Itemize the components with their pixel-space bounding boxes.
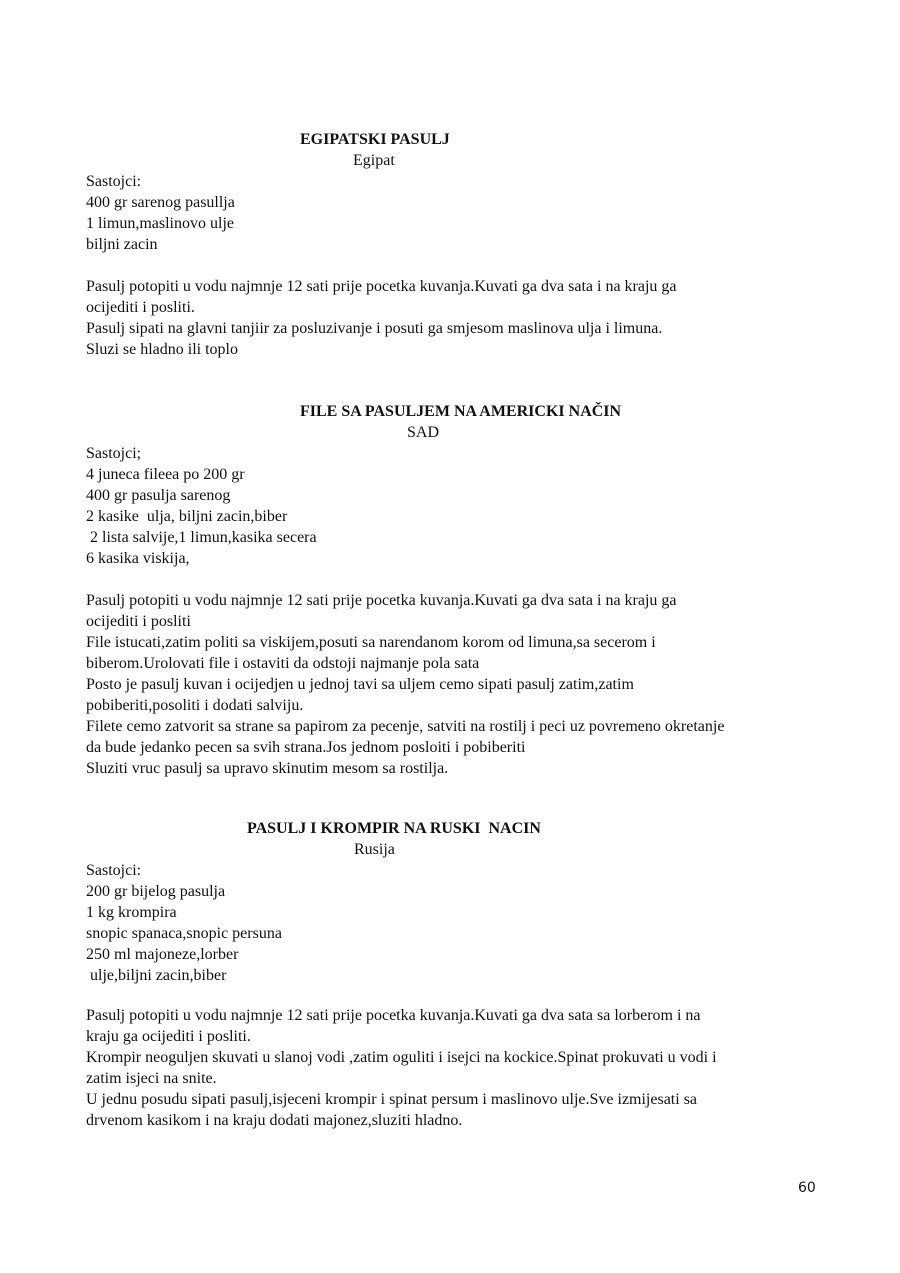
text-line: 2 lista salvije,1 limun,kasika secera	[86, 529, 317, 546]
text-line: U jednu posudu sipati pasulj,isjeceni krompir i spinat persum i maslinovo ulje.Sve izmijesati sa	[86, 1091, 698, 1108]
text-line: Pasulj potopiti u vodu najmnje 12 sati prije pocetka kuvanja.Kuvati ga dva sata i na kraju ga	[86, 278, 677, 295]
text-line: da bude jedanko pecen sa svih strana.Jos jednom posloiti i pobiberiti	[86, 739, 526, 756]
recipe-title: PASULJ I KROMPIR NA RUSKI NACIN	[247, 820, 541, 837]
text-line: ocijediti i posliti.	[86, 299, 195, 316]
text-line: zatim isjeci na snite.	[86, 1070, 217, 1087]
recipe-country: Rusija	[354, 841, 395, 858]
recipe-country: Egipat	[353, 152, 395, 169]
recipe-title: EGIPATSKI PASULJ	[300, 131, 450, 148]
text-line: Pasulj sipati na glavni tanjiir za posluzivanje i posuti ga smjesom maslinova ulja i limuna.	[86, 320, 663, 337]
text-line: kraju ga ocijediti i posliti.	[86, 1028, 251, 1045]
text-line: 400 gr pasulja sarenog	[86, 487, 231, 504]
text-line: Sastojci:	[86, 862, 142, 879]
text-line: drvenom kasikom i na kraju dodati majonez,sluziti hladno.	[86, 1112, 463, 1129]
recipe-country: SAD	[407, 424, 440, 441]
text-line: ocijediti i posliti	[86, 613, 191, 630]
text-line: 250 ml majoneze,lorber	[86, 946, 239, 963]
text-line: Sastojci:	[86, 173, 142, 190]
text-line: Pasulj potopiti u vodu najmnje 12 sati prije pocetka kuvanja.Kuvati ga dva sata i na kraju ga	[86, 592, 677, 609]
text-line: Posto je pasulj kuvan i ocijedjen u jednoj tavi sa uljem cemo sipati pasulj zatim,zatim	[86, 676, 634, 693]
text-line: 6 kasika viskija,	[86, 550, 190, 567]
text-line: snopic spanaca,snopic persuna	[86, 925, 282, 942]
text-line: Filete cemo zatvorit sa strane sa papirom za pecenje, satviti na rostilj i peci uz povremeno okretanje	[86, 718, 725, 735]
text-line: Sastojci;	[86, 445, 142, 462]
text-line: ulje,biljni zacin,biber	[86, 967, 227, 984]
text-line: 2 kasike ulja, biljni zacin,biber	[86, 508, 288, 525]
recipe-title: FILE SA PASULJEM NA AMERICKI NAČIN	[300, 403, 622, 420]
text-line: 400 gr sarenog pasullja	[86, 194, 235, 211]
text-line: Krompir neoguljen skuvati u slanoj vodi ,zatim oguliti i isejci na kockice.Spinat prokuvati u vodi i	[86, 1049, 717, 1066]
text-line: File istucati,zatim politi sa viskijem,posuti sa narendanom korom od limuna,sa secerom i	[86, 634, 656, 651]
text-line: biberom.Urolovati file i ostaviti da odstoji najmanje pola sata	[86, 655, 480, 672]
text-line: 200 gr bijelog pasulja	[86, 883, 226, 900]
text-line: 1 kg krompira	[86, 904, 177, 921]
text-line: 4 juneca fileea po 200 gr	[86, 466, 245, 483]
text-line: pobiberiti,posoliti i dodati salviju.	[86, 697, 304, 714]
text-line: 1 limun,maslinovo ulje	[86, 215, 234, 232]
text-line: Sluzi se hladno ili toplo	[86, 341, 238, 358]
text-line: Pasulj potopiti u vodu najmnje 12 sati prije pocetka kuvanja.Kuvati ga dva sata sa lorberom i na	[86, 1007, 701, 1024]
page-number: 60	[798, 1180, 816, 1196]
text-line: Sluziti vruc pasulj sa upravo skinutim mesom sa rostilja.	[86, 760, 449, 777]
text-line: biljni zacin	[86, 236, 158, 253]
